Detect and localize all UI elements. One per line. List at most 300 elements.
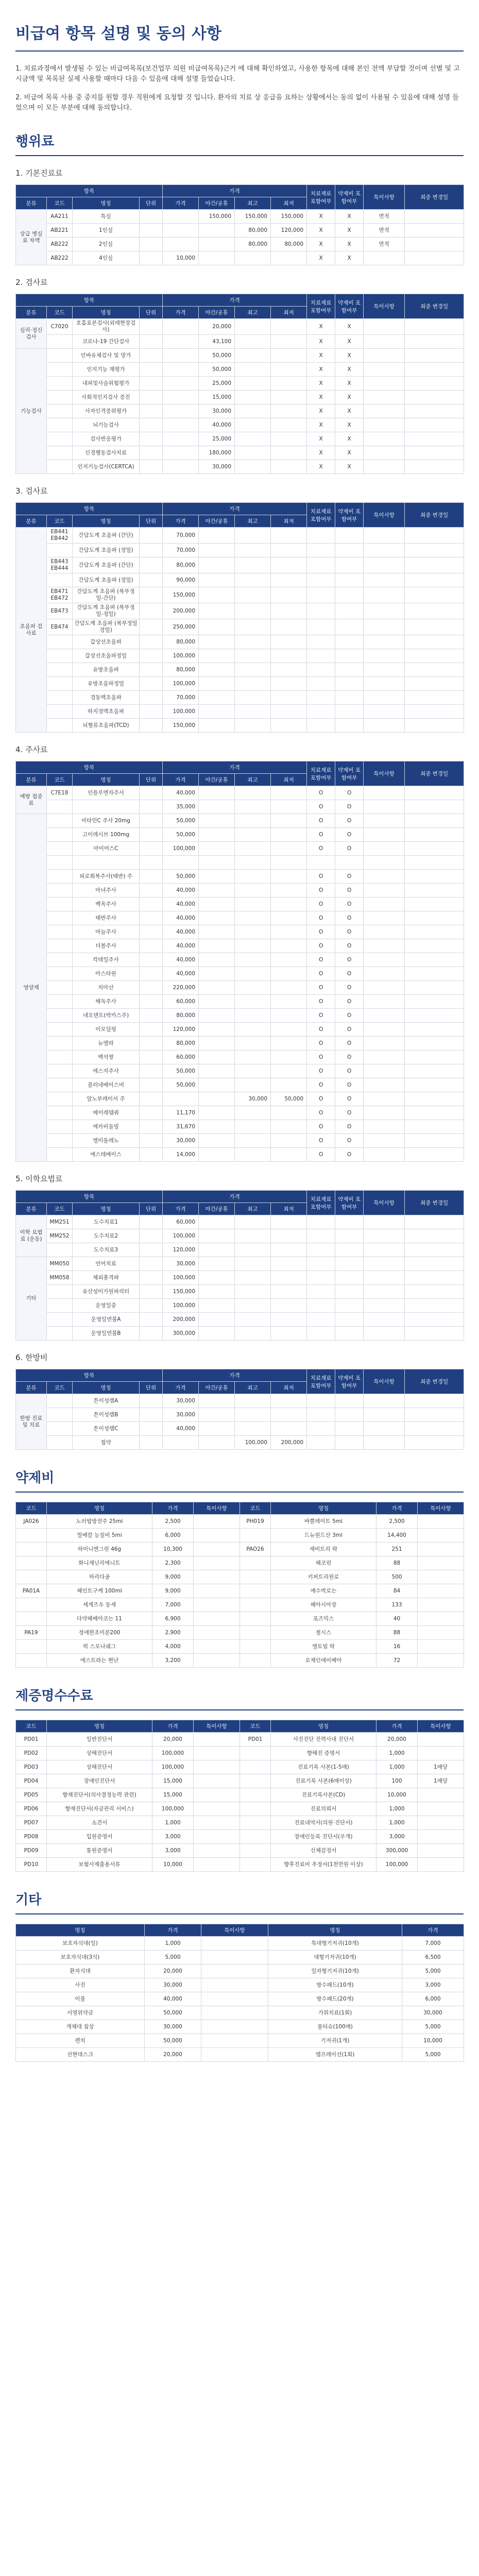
table-cell xyxy=(235,786,271,800)
table-cell xyxy=(271,404,307,418)
table-cell xyxy=(364,1134,405,1148)
table-cell xyxy=(140,377,163,391)
table-cell: 2,500 xyxy=(152,1515,194,1529)
table-cell xyxy=(140,1120,163,1134)
table-cell: 88 xyxy=(377,1626,418,1640)
table-cell: 31,670 xyxy=(163,1120,199,1134)
table-cell xyxy=(307,1257,335,1271)
table-cell xyxy=(140,1106,163,1120)
table-cell xyxy=(235,349,271,363)
table-cell xyxy=(364,377,405,391)
table-cell: X xyxy=(307,319,335,335)
table-cell: O xyxy=(307,1064,335,1078)
table-cell xyxy=(199,1271,235,1285)
header-cell: 치료재료 포함여부 xyxy=(307,503,335,528)
table-cell xyxy=(199,528,235,544)
table-cell xyxy=(307,649,335,663)
header-cell: 가격 xyxy=(145,1924,201,1937)
table-cell xyxy=(201,1978,268,1992)
header-cell: 야간/공휴 xyxy=(199,197,235,210)
table-cell xyxy=(271,911,307,925)
header-cell: 단위 xyxy=(140,307,163,319)
table-cell: O xyxy=(307,1078,335,1092)
table-cell xyxy=(140,544,163,557)
table-row xyxy=(16,1992,464,2006)
table-cell xyxy=(47,573,73,587)
table-cell: O xyxy=(335,1037,364,1050)
table-row xyxy=(16,1978,464,1992)
table-cell: 튼이성렘B xyxy=(73,1408,140,1422)
table-cell: X xyxy=(335,377,364,391)
table-cell: O xyxy=(307,1134,335,1148)
table-cell xyxy=(364,363,405,377)
table-cell xyxy=(364,349,405,363)
table-cell: 서명위약금 xyxy=(16,2006,145,2020)
table-cell xyxy=(364,446,405,460)
table-cell xyxy=(140,1134,163,1148)
table-cell: O xyxy=(335,1148,364,1162)
table-cell: 2,900 xyxy=(152,1626,194,1640)
fee-table xyxy=(15,1502,464,1668)
header-item: 항목 xyxy=(16,1369,163,1382)
table-cell xyxy=(364,1257,405,1271)
table-cell xyxy=(405,335,464,349)
table-cell: 300,000 xyxy=(163,1327,199,1341)
table-cell: 20,000 xyxy=(377,1733,418,1747)
table-row xyxy=(16,1299,464,1313)
table-cell xyxy=(335,1215,364,1229)
table-cell xyxy=(335,603,364,619)
table-cell: MM251 xyxy=(47,1215,73,1229)
table-cell xyxy=(163,363,199,377)
table-cell xyxy=(16,1556,47,1570)
table-row xyxy=(16,1134,464,1148)
table-cell: PD01 xyxy=(240,1733,271,1747)
table-cell xyxy=(364,705,405,719)
table-row xyxy=(16,446,464,460)
table-cell xyxy=(47,897,73,911)
table-cell: 면적 xyxy=(364,238,405,251)
table-cell: 인플루엔자주사 xyxy=(73,786,140,800)
table-cell: 5,000 xyxy=(402,2048,464,2062)
header-price: 가격 xyxy=(163,761,307,774)
table-cell: O xyxy=(335,884,364,897)
table-cell: 태반주사 xyxy=(73,911,140,925)
table-cell xyxy=(271,251,307,265)
table-cell: 사진 xyxy=(16,1978,145,1992)
table-cell xyxy=(235,953,271,967)
table-cell: EB443 EB444 xyxy=(47,557,73,573)
table-cell xyxy=(307,856,335,870)
table-cell: O xyxy=(335,925,364,939)
table-body xyxy=(16,1515,464,1668)
table-cell: X xyxy=(335,460,364,474)
table-cell: 이모딜링 xyxy=(73,1023,140,1037)
table-cell xyxy=(364,911,405,925)
table-cell xyxy=(140,953,163,967)
table-cell xyxy=(364,1299,405,1313)
table-cell: 간담도계 초음파 (정밀) xyxy=(73,573,140,587)
table-cell xyxy=(364,1106,405,1120)
table-row xyxy=(16,814,464,828)
table-cell: 하리다골 xyxy=(47,1570,152,1584)
table-cell: 40,000 xyxy=(163,939,199,953)
table-cell xyxy=(140,925,163,939)
header-cell: 약제비 포함여부 xyxy=(335,503,364,528)
table-cell xyxy=(307,1285,335,1299)
table-cell xyxy=(307,1299,335,1313)
table-body xyxy=(16,786,464,1162)
table-cell: O xyxy=(307,800,335,814)
header-item: 항목 xyxy=(16,294,163,307)
table-cell: 1,000 xyxy=(377,1816,418,1830)
table-cell: O xyxy=(335,786,364,800)
category-cell: 기타 xyxy=(16,1257,47,1341)
table-row xyxy=(16,786,464,800)
table-cell xyxy=(140,1271,163,1285)
table-cell xyxy=(16,1598,47,1612)
table-cell xyxy=(240,1830,271,1844)
table-cell xyxy=(364,1037,405,1050)
table-cell: 기저귀(1개) xyxy=(268,2034,402,2048)
table-cell: 치아산 xyxy=(73,981,140,995)
table-cell: 1,000 xyxy=(377,1747,418,1760)
table-row xyxy=(16,377,464,391)
table-cell xyxy=(47,460,73,474)
table-row xyxy=(16,691,464,705)
table-cell: 80,000 xyxy=(163,1037,199,1050)
table-cell xyxy=(335,1229,364,1243)
table-cell xyxy=(199,1078,235,1092)
table-cell xyxy=(194,1584,240,1598)
table-cell xyxy=(163,1092,199,1106)
table-cell xyxy=(199,800,235,814)
table-cell xyxy=(364,557,405,573)
table-cell xyxy=(364,587,405,603)
table-cell xyxy=(240,1556,271,1570)
category-cell: 기능검사 xyxy=(16,349,47,474)
table-cell: EB473 xyxy=(47,603,73,619)
table-cell xyxy=(271,1050,307,1064)
table-cell xyxy=(47,1327,73,1341)
table-cell xyxy=(47,1408,73,1422)
table-cell xyxy=(199,1422,235,1436)
table-row xyxy=(16,925,464,939)
table-cell xyxy=(235,939,271,953)
table-cell: 80,000 xyxy=(163,663,199,677)
table-cell: 간담도계 초음파 (간단) xyxy=(73,557,140,573)
table-cell xyxy=(199,1134,235,1148)
table-cell xyxy=(235,814,271,828)
table-cell xyxy=(364,1394,405,1408)
table-cell xyxy=(240,1858,271,1872)
table-cell xyxy=(271,856,307,870)
table-cell xyxy=(240,1612,271,1626)
table-cell xyxy=(364,418,405,432)
table-cell: X xyxy=(307,238,335,251)
table-cell xyxy=(163,319,199,335)
table-cell: 경동맥초음파 xyxy=(73,691,140,705)
header-cell: 단위 xyxy=(140,774,163,786)
header-cell: 코드 xyxy=(240,1502,271,1515)
table-cell: 신체감정서 xyxy=(271,1844,377,1858)
table-cell xyxy=(405,925,464,939)
table-cell: 마녀주사 xyxy=(73,884,140,897)
table-cell: 90,000 xyxy=(163,573,199,587)
table-row xyxy=(16,911,464,925)
table-cell: 1매당 xyxy=(418,1774,464,1788)
table-cell: 간담도계 초음파 (복부정밀-정밀) xyxy=(73,603,140,619)
table-cell: PD04 xyxy=(16,1774,47,1788)
table-cell: O xyxy=(335,981,364,995)
table-cell xyxy=(235,1023,271,1037)
table-cell xyxy=(271,1229,307,1243)
table-cell: O xyxy=(335,800,364,814)
header-cell: 분류 xyxy=(16,515,47,528)
header-cell: 최종 변경일 xyxy=(405,1369,464,1394)
table-cell xyxy=(194,1788,240,1802)
table-cell: 220,000 xyxy=(163,981,199,995)
table-cell: 보험사제출용서류 xyxy=(47,1858,152,1872)
table-cell xyxy=(140,603,163,619)
header-cell: 가격 xyxy=(163,1382,199,1394)
table-cell xyxy=(271,800,307,814)
table-cell: 4인실 xyxy=(73,251,140,265)
table-cell: 정애한초미분200 xyxy=(47,1626,152,1640)
table-cell xyxy=(235,1037,271,1050)
table-cell xyxy=(140,1229,163,1243)
table-cell: 80,000 xyxy=(271,238,307,251)
header-row xyxy=(16,1924,464,1937)
table-cell xyxy=(364,814,405,828)
table-cell xyxy=(194,1654,240,1668)
table-cell xyxy=(271,1394,307,1408)
table-cell xyxy=(199,1120,235,1134)
table-cell: 특실 xyxy=(73,210,140,224)
table-cell xyxy=(405,939,464,953)
table-cell: PA01A xyxy=(16,1584,47,1598)
table-cell xyxy=(271,1064,307,1078)
header-cell: 약제비 포함여부 xyxy=(335,761,364,786)
header-price: 가격 xyxy=(163,294,307,307)
header-cell: 단위 xyxy=(140,515,163,528)
table-cell xyxy=(235,635,271,649)
table-cell: O xyxy=(335,1009,364,1023)
table-cell xyxy=(271,1009,307,1023)
table-cell: 헤아시아장 xyxy=(271,1598,377,1612)
table-cell: 키퍼트리원로 xyxy=(271,1570,377,1584)
table-row xyxy=(16,1584,464,1598)
table-cell xyxy=(140,677,163,691)
table-cell xyxy=(47,418,73,432)
intro-paragraph-2: 2. 비급여 목록 사용 중 중지를 원할 경우 직원에게 요청할 것 입니다. 환자의 치료 상 응급을 요하는 상황에서는 동의 없이 사용될 수 있음에 대해 설명 들었으며 이 모든 부분에 대해 동의합니다. xyxy=(15,94,459,112)
table-cell: PH019 xyxy=(240,1515,271,1529)
table-cell xyxy=(240,1654,271,1668)
table-cell xyxy=(201,1951,268,1964)
table-row xyxy=(16,363,464,377)
table-cell xyxy=(47,1092,73,1106)
section-heading-drug: 약제비 xyxy=(15,1467,464,1493)
table-cell xyxy=(405,1023,464,1037)
table-cell xyxy=(163,391,199,404)
table-cell: 다약헤베아코는 11 xyxy=(47,1612,152,1626)
table-cell xyxy=(199,995,235,1009)
table-cell xyxy=(199,1037,235,1050)
table-cell xyxy=(235,1215,271,1229)
table-row xyxy=(16,1271,464,1285)
header-cell: 최고 xyxy=(235,197,271,210)
table-cell xyxy=(201,2020,268,2034)
table-cell xyxy=(335,705,364,719)
table-cell xyxy=(405,1422,464,1436)
table-cell xyxy=(364,603,405,619)
table-cell: X xyxy=(335,210,364,224)
table-cell: 200,000 xyxy=(163,1313,199,1327)
table-cell xyxy=(405,363,464,377)
table-cell xyxy=(16,1543,47,1556)
table-cell xyxy=(335,1243,364,1257)
table-cell xyxy=(405,1313,464,1327)
table-cell xyxy=(194,1733,240,1747)
table-cell: O xyxy=(307,842,335,856)
table-cell xyxy=(405,635,464,649)
table-cell xyxy=(271,1243,307,1257)
table-cell xyxy=(364,828,405,842)
table-cell xyxy=(47,363,73,377)
table-cell xyxy=(140,224,163,238)
table-cell xyxy=(418,1584,464,1598)
table-cell: 20,000 xyxy=(145,2048,201,2062)
table-cell: 40,000 xyxy=(145,1992,201,2006)
table-cell: 40,000 xyxy=(163,953,199,967)
table-cell: X xyxy=(335,391,364,404)
table-cell xyxy=(140,649,163,663)
table-cell xyxy=(335,1299,364,1313)
table-cell xyxy=(47,1313,73,1327)
table-row xyxy=(16,719,464,733)
table-cell xyxy=(140,939,163,953)
table-cell xyxy=(140,1408,163,1422)
table-cell: 간담도계 초음파 (복부정밀정밀) xyxy=(73,619,140,635)
table-row xyxy=(16,1436,464,1450)
table-cell xyxy=(47,635,73,649)
header-cell: 야간/공휴 xyxy=(199,307,235,319)
table-cell xyxy=(364,981,405,995)
other-table xyxy=(15,1924,464,2062)
table-cell xyxy=(235,319,271,335)
table-cell: 35,000 xyxy=(163,800,199,814)
table-cell xyxy=(405,404,464,418)
table-cell xyxy=(235,544,271,557)
table-cell xyxy=(140,557,163,573)
header-cell: 치료재료 포함여부 xyxy=(307,761,335,786)
table-cell xyxy=(271,432,307,446)
table-cell: 5,000 xyxy=(402,2020,464,2034)
table-row xyxy=(16,967,464,981)
table-cell: 검사반응평가 xyxy=(73,432,140,446)
table-cell: PD03 xyxy=(16,1760,47,1774)
header-cell: 약제비 포함여부 xyxy=(335,185,364,210)
table-cell: 방수패드(10개) xyxy=(268,1978,402,1992)
table-cell xyxy=(199,1394,235,1408)
table-cell xyxy=(271,1271,307,1285)
table-cell: 코로나-19 간단검사 xyxy=(73,335,140,349)
subsection-heading: 1. 기본진료료 xyxy=(15,168,63,178)
table-cell xyxy=(271,1313,307,1327)
table-cell xyxy=(199,238,235,251)
table-cell: 40,000 xyxy=(163,925,199,939)
table-cell: AB222 xyxy=(47,251,73,265)
table-row xyxy=(16,1640,464,1654)
table-cell: 백옥주사 xyxy=(73,897,140,911)
table-cell xyxy=(405,828,464,842)
table-cell: 150,000 xyxy=(199,210,235,224)
table-cell: 2,500 xyxy=(377,1515,418,1529)
table-cell: X xyxy=(307,460,335,474)
table-cell xyxy=(405,1327,464,1341)
table-cell xyxy=(307,1271,335,1285)
intro xyxy=(15,64,464,113)
table-cell: 6,900 xyxy=(152,1612,194,1626)
table-cell xyxy=(271,573,307,587)
table-row xyxy=(16,1556,464,1570)
table-cell: 180,000 xyxy=(199,446,235,460)
table-cell: O xyxy=(307,1120,335,1134)
table-cell: O xyxy=(307,1148,335,1162)
table-cell: 30,000 xyxy=(145,2020,201,2034)
table-cell xyxy=(73,856,140,870)
table-cell xyxy=(364,1009,405,1023)
table-cell: 20,000 xyxy=(199,319,235,335)
table-cell: 갑상선초음파 xyxy=(73,635,140,649)
header-cell: 야간/공휴 xyxy=(199,774,235,786)
table-cell xyxy=(199,1327,235,1341)
table-cell xyxy=(271,635,307,649)
category-cell: 이학 요법료 (운동) xyxy=(16,1215,47,1257)
table-cell xyxy=(240,1640,271,1654)
table-cell xyxy=(405,1092,464,1106)
table-cell: 운영일연불B xyxy=(73,1327,140,1341)
table-cell xyxy=(47,939,73,953)
table-cell xyxy=(235,391,271,404)
table-cell xyxy=(271,528,307,544)
table-cell: X xyxy=(307,377,335,391)
table-cell: 100,000 xyxy=(163,649,199,663)
table-cell xyxy=(163,349,199,363)
table-cell xyxy=(199,663,235,677)
table-cell xyxy=(364,251,405,265)
table-cell xyxy=(418,1747,464,1760)
table-cell xyxy=(199,573,235,587)
table-cell xyxy=(47,856,73,870)
table-cell: 9,000 xyxy=(152,1584,194,1598)
table-cell xyxy=(16,1640,47,1654)
table-row xyxy=(16,319,464,335)
table-cell xyxy=(405,1271,464,1285)
table-cell: 500 xyxy=(377,1570,418,1584)
table-cell: 30,000 xyxy=(163,1257,199,1271)
table-cell xyxy=(364,1064,405,1078)
table-cell xyxy=(199,1023,235,1037)
header-cell: 특이사항 xyxy=(364,761,405,786)
header-cell: 가격 xyxy=(152,1502,194,1515)
table-cell: O xyxy=(335,995,364,1009)
table-cell xyxy=(271,1134,307,1148)
table-cell xyxy=(140,1023,163,1037)
table-cell xyxy=(199,691,235,705)
table-cell xyxy=(364,1023,405,1037)
table-cell xyxy=(405,1299,464,1313)
